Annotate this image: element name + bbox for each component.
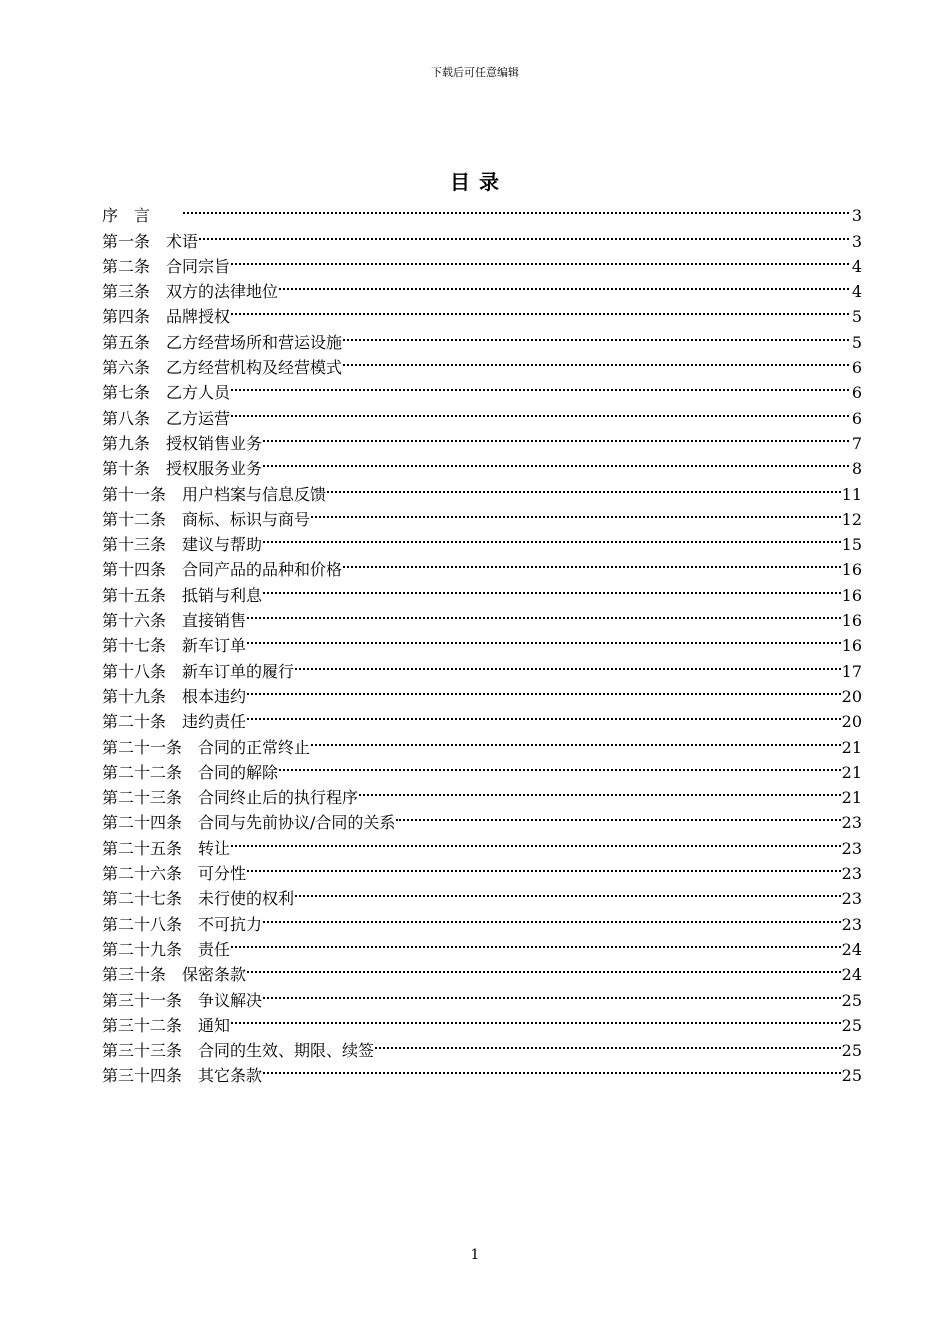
toc-entry-label: 第九条 (102, 433, 151, 453)
toc-entry-page: 25 (841, 1041, 862, 1061)
toc-entry-title: 根本违约 (182, 686, 247, 706)
toc-entry-label: 第十三条 (102, 535, 167, 555)
toc-entry-label: 第一条 (102, 231, 151, 251)
table-of-contents (102, 196, 862, 1086)
toc-entry-spacer (150, 254, 166, 279)
toc-entry-spacer (166, 557, 182, 582)
toc-entry-label: 第十五条 (102, 585, 167, 605)
toc-entry-spacer (166, 659, 182, 684)
toc-entry-page: 24 (841, 965, 862, 985)
toc-dot-leader (359, 778, 841, 803)
toc-entry-page: 6 (851, 408, 862, 428)
toc-entry-title: 未行使的权利 (198, 889, 295, 909)
toc-entry-spacer (166, 532, 182, 557)
toc-entry-page: 6 (851, 383, 862, 403)
toc-entry-spacer (182, 1013, 198, 1038)
toc-entry-title: 乙方经营场所和营运设施 (166, 332, 343, 352)
toc-entry-title: 转让 (198, 838, 231, 858)
toc-entry-label: 第三十三条 (102, 1041, 183, 1061)
toc-dot-leader (183, 196, 849, 221)
toc-dot-leader (231, 297, 849, 322)
toc-entry[interactable] (102, 221, 862, 251)
toc-entry-page: 4 (851, 256, 862, 276)
toc-entry-label: 第二十二条 (102, 762, 183, 782)
toc-dot-leader (231, 373, 849, 398)
toc-entry-spacer (150, 380, 166, 405)
toc-entry-label: 第二十四条 (102, 813, 183, 833)
toc-entry-title: 可分性 (198, 864, 247, 884)
toc-entry-page: 4 (851, 282, 862, 302)
toc-entry[interactable] (102, 196, 862, 226)
toc-entry-spacer (182, 988, 198, 1013)
toc-entry-label: 第二十条 (102, 712, 167, 732)
toc-entry-spacer (182, 1063, 198, 1088)
toc-dot-leader (263, 424, 849, 449)
toc-entry-label: 第二十九条 (102, 939, 183, 959)
toc-entry-label: 第二十三条 (102, 788, 183, 808)
toc-entry-spacer (182, 735, 198, 760)
toc-dot-leader (343, 348, 849, 373)
toc-dot-leader (247, 854, 841, 879)
toc-entry-page: 23 (841, 838, 862, 858)
toc-dot-leader (247, 677, 841, 702)
toc-entry-title: 合同的解除 (198, 762, 279, 782)
toc-entry-page: 17 (841, 661, 862, 681)
toc-entry-page: 21 (841, 788, 862, 808)
toc-entry-spacer (166, 608, 182, 633)
toc-dot-leader (231, 930, 841, 955)
toc-entry-page: 20 (841, 686, 862, 706)
toc-entry-page: 25 (841, 1066, 862, 1086)
toc-entry-label: 第二十八条 (102, 914, 183, 934)
toc-entry-page: 16 (841, 636, 862, 656)
toc-entry-spacer (150, 229, 166, 254)
toc-dot-leader (231, 398, 849, 423)
toc-entry-label: 第十七条 (102, 636, 167, 656)
toc-entry-label: 第三十条 (102, 965, 167, 985)
toc-entry-label: 第十四条 (102, 560, 167, 580)
toc-entry-label: 第十八条 (102, 661, 167, 681)
toc-entry-title: 乙方人员 (166, 383, 231, 403)
toc-entry[interactable] (102, 247, 862, 276)
toc-entry-page: 11 (841, 484, 862, 504)
toc-entry-page: 8 (851, 459, 862, 479)
toc-entry-spacer (166, 684, 182, 709)
toc-dot-leader (263, 575, 841, 600)
toc-dot-leader (295, 879, 841, 904)
toc-entry-spacer (182, 937, 198, 962)
toc-entry-spacer (150, 304, 166, 329)
toc-entry-page: 3 (851, 206, 862, 226)
toc-dot-leader (375, 1031, 841, 1056)
toc-entry-spacer (182, 810, 198, 835)
toc-entry-spacer (150, 406, 166, 431)
toc-entry-page: 6 (851, 358, 862, 378)
toc-entry-spacer (182, 836, 198, 861)
toc-dot-leader (279, 272, 849, 297)
toc-dot-leader (279, 753, 841, 778)
toc-entry-label: 第二十七条 (102, 889, 183, 909)
toc-dot-leader (247, 955, 841, 980)
toc-entry-title: 合同产品的品种和价格 (182, 560, 343, 580)
header-note: 下载后可任意编辑 (431, 66, 519, 79)
toc-dot-leader (231, 828, 841, 853)
toc-entry-spacer (150, 431, 166, 456)
toc-entry-title: 通知 (198, 1015, 231, 1035)
toc-entry-label: 第十条 (102, 459, 151, 479)
toc-entry-title: 乙方运营 (166, 408, 231, 428)
toc-entry-spacer (150, 330, 166, 355)
toc-entry-title: 建议与帮助 (182, 535, 263, 555)
toc-entry-title: 直接销售 (182, 611, 247, 631)
toc-entry-page: 24 (841, 939, 862, 959)
toc-dot-leader (311, 727, 841, 752)
toc-entry-title: 不可抗力 (198, 914, 263, 934)
toc-entry-label: 第十一条 (102, 484, 167, 504)
toc-entry-title: 合同的正常终止 (198, 737, 311, 757)
toc-entry-title: 新车订单 (182, 636, 247, 656)
toc-dot-leader (263, 904, 841, 929)
toc-dot-leader (263, 980, 841, 1005)
toc-heading: 目 录 (450, 170, 500, 194)
toc-entry-label: 第六条 (102, 358, 151, 378)
toc-entry-page: 5 (851, 332, 862, 352)
page-number: 1 (470, 1247, 480, 1263)
toc-entry-spacer (182, 760, 198, 785)
toc-entry-title: 新车订单的履行 (182, 661, 295, 681)
toc-entry-spacer (166, 583, 182, 608)
toc-dot-leader (343, 322, 849, 347)
toc-dot-leader (231, 247, 849, 272)
toc-entry-page: 25 (841, 1015, 862, 1035)
toc-dot-leader (263, 525, 841, 550)
toc-entry-label: 第五条 (102, 332, 151, 352)
toc-entry-page: 20 (841, 712, 862, 732)
toc-dot-leader (343, 550, 841, 575)
toc-entry-title: 合同的生效、期限、续签 (198, 1041, 375, 1061)
toc-entry-spacer (182, 785, 198, 810)
toc-dot-leader (247, 702, 841, 727)
toc-entry-title: 抵销与利息 (182, 585, 263, 605)
toc-entry-label: 第十九条 (102, 686, 167, 706)
toc-entry-label: 第三条 (102, 282, 151, 302)
toc-dot-leader (311, 500, 841, 525)
toc-dot-leader (396, 803, 840, 828)
toc-entry-label: 第三十一条 (102, 990, 183, 1010)
toc-entry-title: 责任 (198, 939, 231, 959)
toc-entry-spacer (166, 709, 182, 734)
toc-entry-page: 23 (841, 813, 862, 833)
toc-entry-spacer (166, 962, 182, 987)
toc-entry-label: 序 言 (102, 206, 151, 226)
toc-dot-leader (231, 1006, 841, 1031)
toc-entry-spacer (150, 355, 166, 380)
toc-entry-spacer (182, 861, 198, 886)
toc-entry-title: 乙方经营机构及经营模式 (166, 358, 343, 378)
toc-entry-page: 23 (841, 914, 862, 934)
toc-entry-title: 授权服务业务 (166, 459, 263, 479)
toc-entry-title: 术语 (166, 231, 199, 251)
toc-entry-title: 保密条款 (182, 965, 247, 985)
toc-entry-page: 15 (841, 535, 862, 555)
toc-entry-label: 第四条 (102, 307, 151, 327)
toc-entry-label: 第十六条 (102, 611, 167, 631)
toc-entry-label: 第八条 (102, 408, 151, 428)
toc-entry-title: 授权销售业务 (166, 433, 263, 453)
toc-entry-title: 合同宗旨 (166, 256, 231, 276)
toc-dot-leader (263, 1056, 841, 1081)
toc-entry-spacer (182, 912, 198, 937)
toc-entry-label: 第二十五条 (102, 838, 183, 858)
toc-entry-title: 用户档案与信息反馈 (182, 484, 327, 504)
toc-entry-label: 第二条 (102, 256, 151, 276)
toc-entry-spacer (150, 279, 166, 304)
toc-entry-page: 23 (841, 864, 862, 884)
toc-dot-leader (247, 626, 841, 651)
toc-entry-label: 第七条 (102, 383, 151, 403)
toc-entry-title: 商标、标识与商号 (182, 509, 311, 529)
toc-entry-title: 品牌授权 (166, 307, 231, 327)
toc-entry-title: 双方的法律地位 (166, 282, 279, 302)
toc-entry-label: 第二十六条 (102, 864, 183, 884)
toc-dot-leader (263, 449, 849, 474)
toc-dot-leader (327, 474, 841, 499)
toc-entry-page: 23 (841, 889, 862, 909)
toc-entry-spacer (150, 203, 182, 228)
toc-entry-spacer (166, 633, 182, 658)
toc-entry-title: 合同终止后的执行程序 (198, 788, 359, 808)
toc-entry-page: 25 (841, 990, 862, 1010)
toc-entry-spacer (182, 1038, 198, 1063)
toc-entry-spacer (166, 507, 182, 532)
toc-entry-title: 其它条款 (198, 1066, 263, 1086)
toc-entry-label: 第十二条 (102, 509, 167, 529)
toc-entry-page: 21 (841, 737, 862, 757)
toc-entry-page: 12 (841, 509, 862, 529)
toc-entry-title: 合同与先前协议/合同的关系 (198, 813, 396, 833)
toc-dot-leader (295, 651, 841, 676)
toc-entry-page: 16 (841, 611, 862, 631)
toc-entry-page: 16 (841, 585, 862, 605)
toc-dot-leader (247, 601, 841, 626)
toc-entry-label: 第三十四条 (102, 1066, 183, 1086)
toc-entry-page: 7 (851, 433, 862, 453)
toc-entry-label: 第二十一条 (102, 737, 183, 757)
toc-entry-spacer (150, 456, 166, 481)
toc-entry-spacer (182, 886, 198, 911)
toc-entry-page: 16 (841, 560, 862, 580)
toc-entry-page: 3 (851, 231, 862, 251)
toc-entry-title: 违约责任 (182, 712, 247, 732)
toc-entry-page: 5 (851, 307, 862, 327)
toc-entry-label: 第三十二条 (102, 1015, 183, 1035)
toc-entry-spacer (166, 482, 182, 507)
toc-entry-page: 21 (841, 762, 862, 782)
toc-entry-title: 争议解决 (198, 990, 263, 1010)
toc-dot-leader (199, 221, 849, 246)
